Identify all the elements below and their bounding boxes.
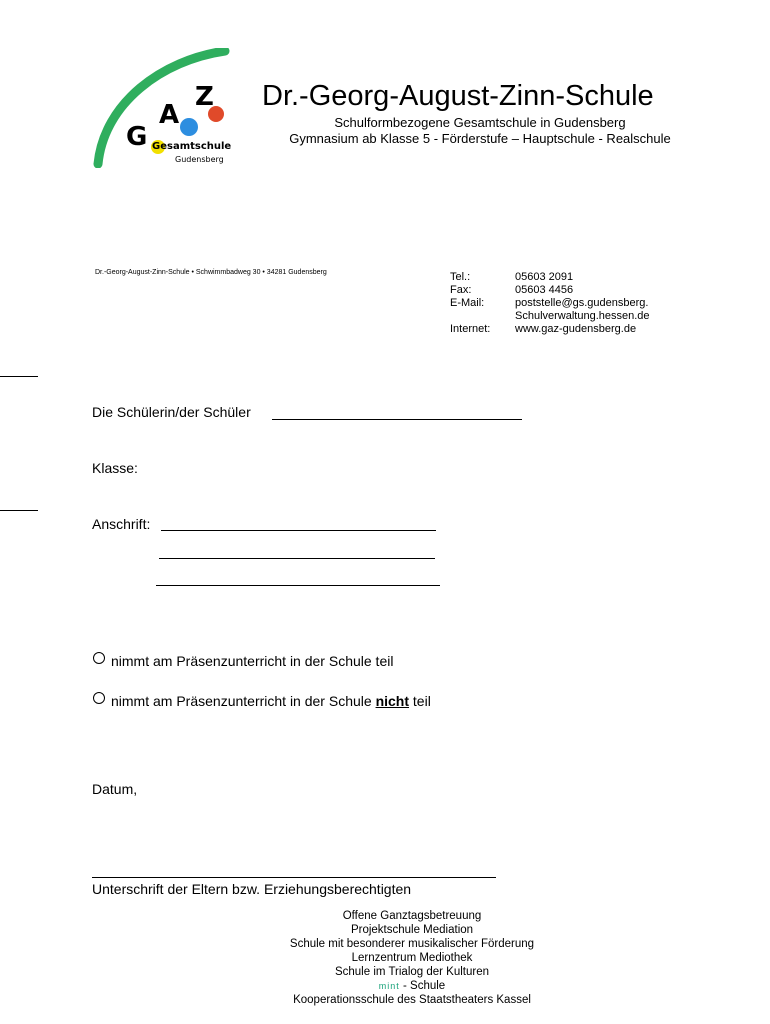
option-not-suffix: teil bbox=[412, 693, 431, 709]
email-value-1: poststelle@gs.gudensberg. bbox=[515, 297, 649, 309]
signature-label: Unterschrift der Eltern bzw. Erziehungsberechtigten bbox=[92, 881, 412, 897]
email-label: E-Mail: bbox=[450, 297, 485, 309]
student-name-field[interactable] bbox=[272, 419, 522, 420]
footer-line: Offene Ganztagsbetreuung bbox=[342, 910, 482, 922]
school-logo bbox=[92, 48, 232, 168]
address-line-1[interactable] bbox=[161, 530, 436, 531]
radio-circle-icon[interactable] bbox=[93, 692, 105, 704]
student-label: Die Schülerin/der Schüler bbox=[92, 404, 251, 420]
option-not-attends[interactable] bbox=[93, 693, 431, 709]
fax-label: Fax: bbox=[450, 284, 472, 296]
svg-text:Z: Z bbox=[195, 82, 214, 112]
internet-label: Internet: bbox=[450, 323, 491, 335]
address-label: Anschrift: bbox=[92, 516, 151, 532]
internet-value: www.gaz-gudensberg.de bbox=[515, 323, 637, 335]
fax-value: 05603 4456 bbox=[515, 284, 574, 296]
class-label: Klasse: bbox=[92, 460, 138, 476]
email-value-2: Schulverwaltung.hessen.de bbox=[515, 310, 650, 322]
tel-label: Tel.: bbox=[450, 271, 471, 283]
svg-text:G: G bbox=[126, 122, 148, 152]
svg-text:Gudensberg: Gudensberg bbox=[175, 155, 224, 164]
option-not-attends-label: nimmt am Präsenzunterricht in der Schule bbox=[111, 693, 372, 709]
school-types: Gymnasium ab Klasse 5 - Förderstufe – Hauptschule - Realschule bbox=[289, 131, 671, 146]
school-name: Dr.-Georg-August-Zinn-Schule bbox=[262, 80, 654, 112]
fold-mark-top bbox=[0, 376, 38, 377]
option-attends-label: nimmt am Präsenzunterricht in der Schule teil bbox=[111, 653, 394, 669]
tel-value: 05603 2091 bbox=[515, 271, 574, 283]
address-line-2[interactable] bbox=[159, 558, 435, 559]
footer-mint-line bbox=[230, 979, 594, 993]
option-attends[interactable] bbox=[93, 653, 393, 669]
address-line-3[interactable] bbox=[156, 585, 440, 586]
footer-line: Schule mit besonderer musikalischer Förderung bbox=[289, 938, 535, 950]
svg-text:Gesamtschule: Gesamtschule bbox=[152, 141, 232, 152]
footer-line: Lernzentrum Mediothek bbox=[351, 952, 473, 964]
mint-suffix: - Schule bbox=[399, 980, 446, 992]
date-label: Datum, bbox=[92, 781, 138, 797]
svg-text:A: A bbox=[159, 100, 180, 130]
fold-mark-bottom bbox=[0, 510, 38, 511]
footer-line: Schule im Trialog der Kulturen bbox=[334, 966, 490, 978]
footer-line: Kooperationsschule des Staatstheaters Kassel bbox=[293, 994, 531, 1006]
radio-circle-icon[interactable] bbox=[93, 652, 105, 664]
school-profile-footer bbox=[230, 909, 594, 1007]
signature-field[interactable] bbox=[92, 877, 496, 878]
school-subtitle: Schulformbezogene Gesamtschule in Gudensberg bbox=[334, 115, 626, 130]
footer-line: Projektschule Mediation bbox=[350, 924, 474, 936]
sender-address-line: Dr.-Georg-August-Zinn-Schule • Schwimmbadweg 30 • 34281 Gudensberg bbox=[95, 269, 327, 276]
logo-graphic bbox=[92, 48, 232, 168]
option-not-emphasis: nicht bbox=[375, 693, 410, 709]
mint-logo: mint bbox=[378, 981, 400, 991]
